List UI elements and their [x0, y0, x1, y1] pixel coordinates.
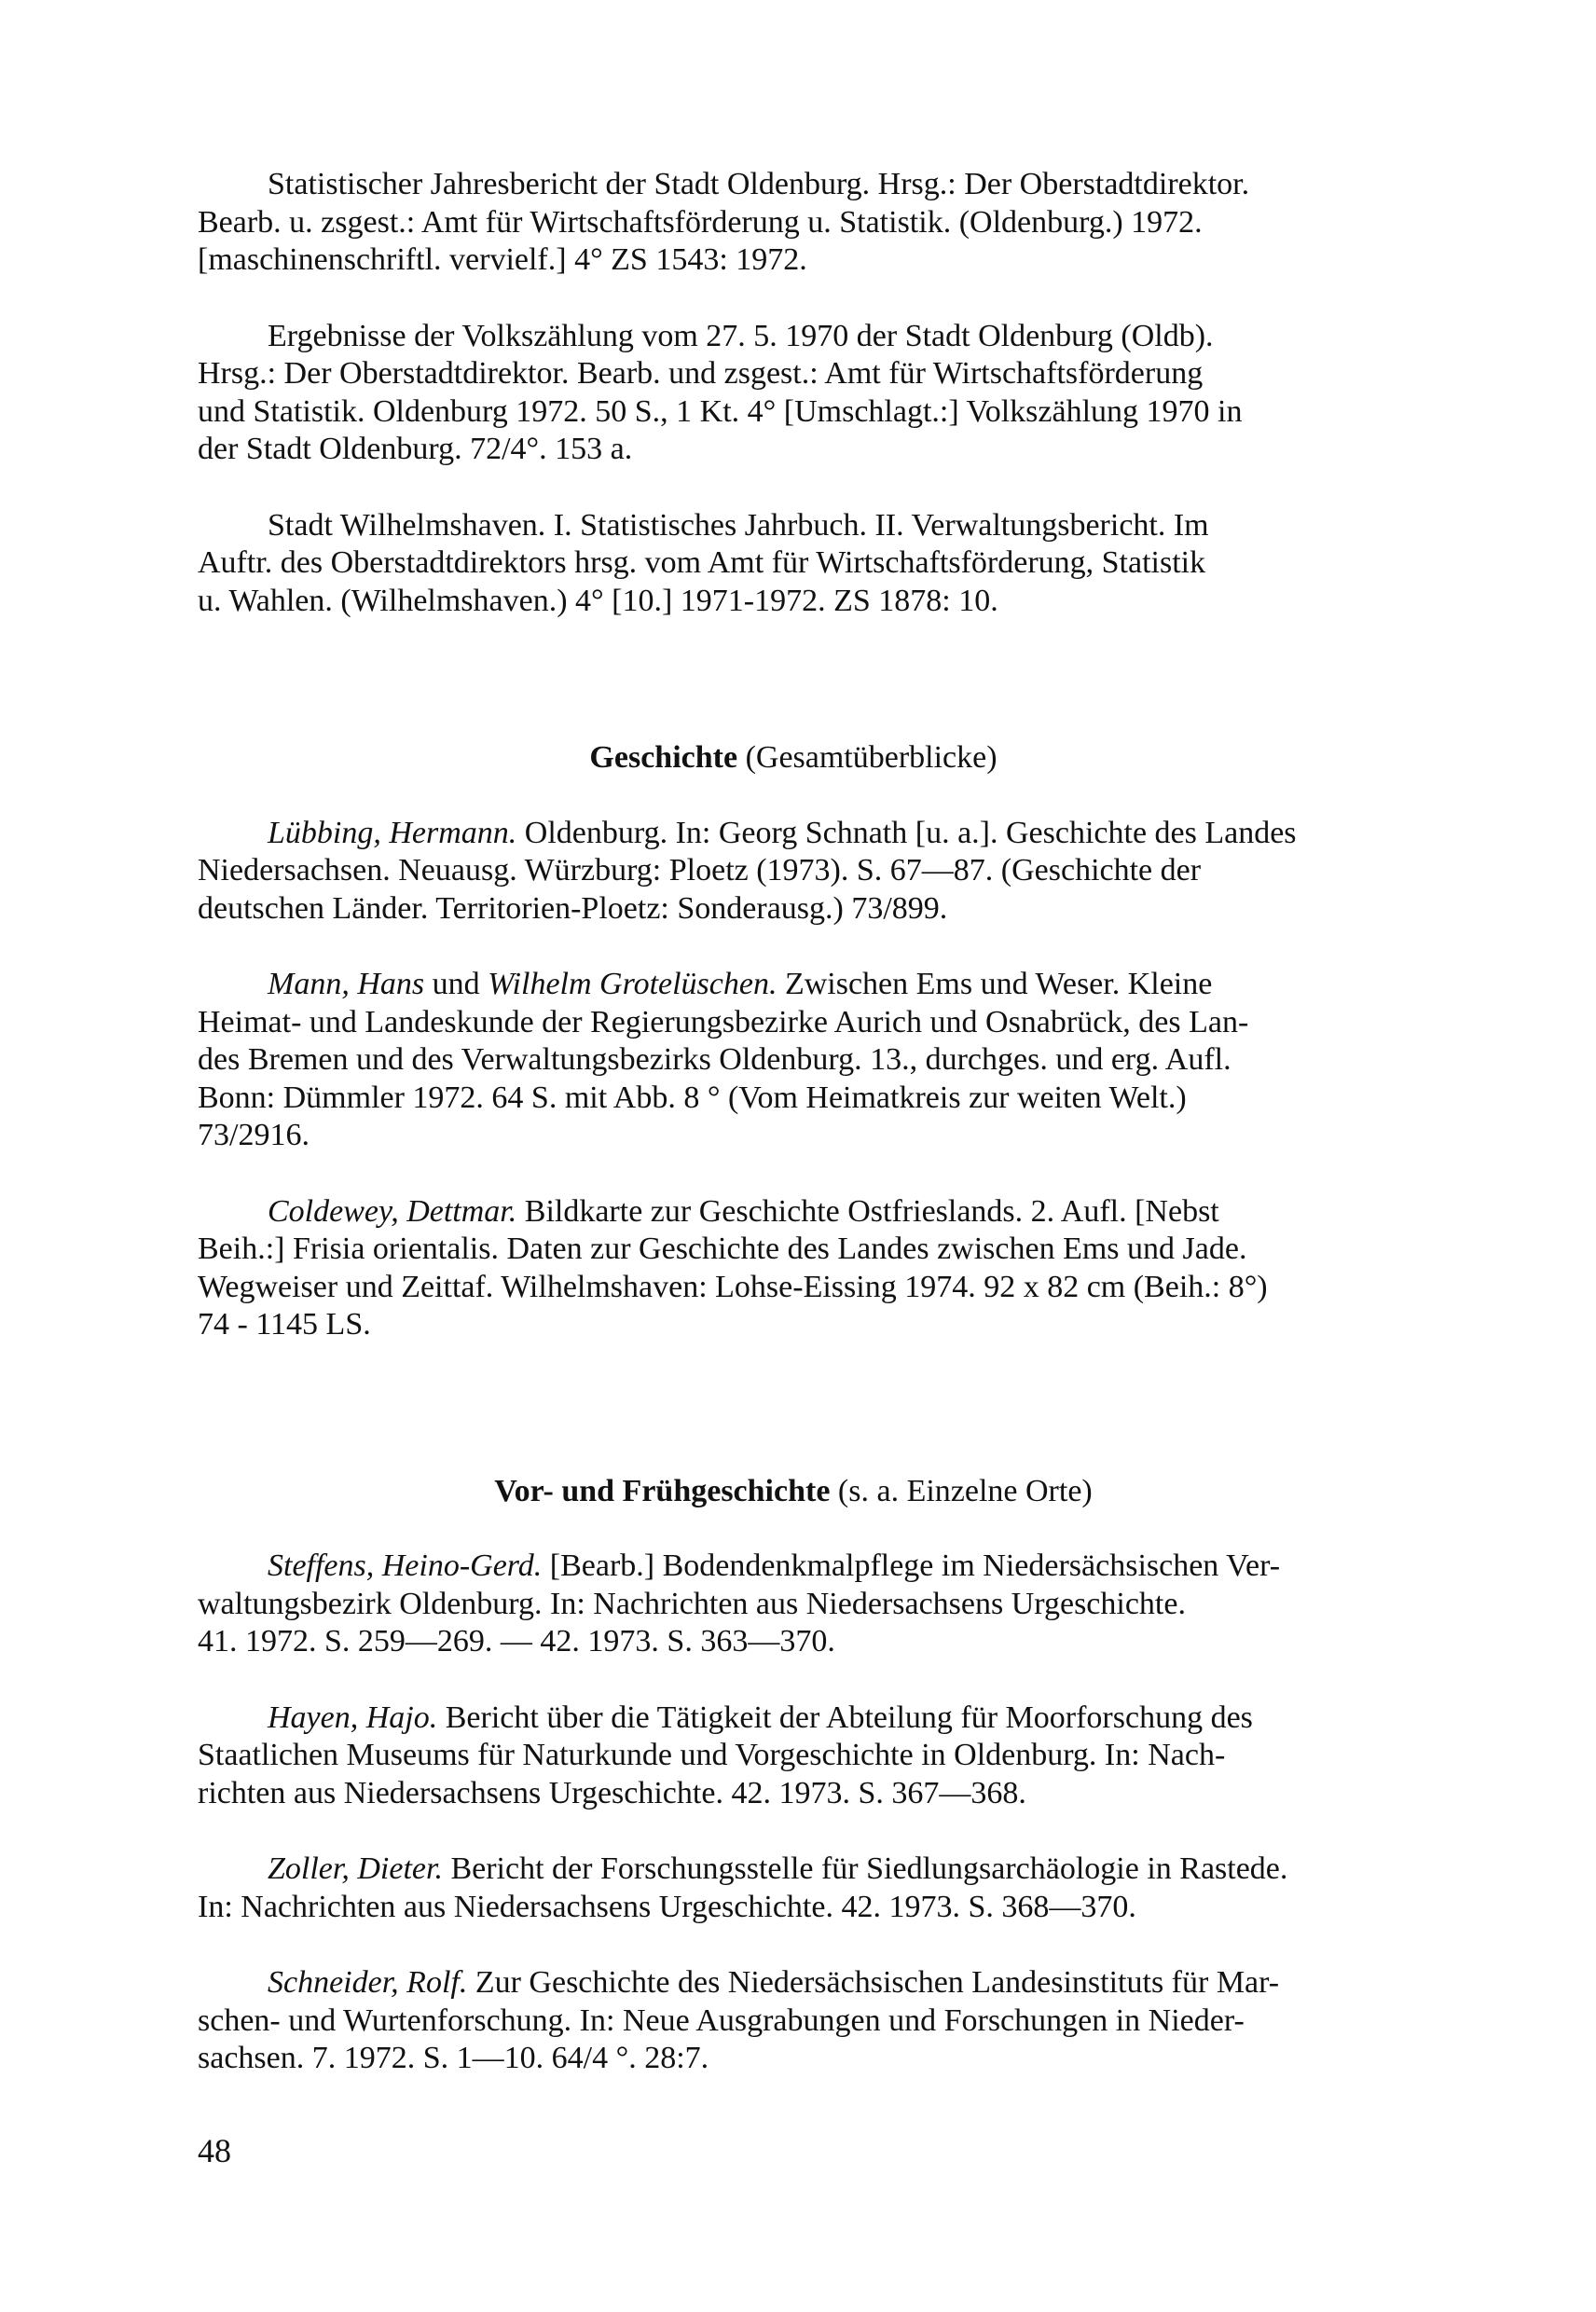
page-number: 48	[198, 2132, 231, 2169]
bibliography-entry	[198, 166, 1389, 280]
entry-line	[198, 1548, 1389, 1586]
entry-text: Zur Geschichte des Niedersächsischen Landesinstituts für Mar-	[467, 1965, 1280, 2000]
text-column	[198, 166, 1389, 2116]
bibliography-entry	[198, 966, 1389, 1155]
entry-line	[198, 1193, 1389, 1232]
entry-line	[198, 966, 1389, 1004]
entry-author-2: Wilhelm Grotelüschen.	[488, 967, 777, 1001]
entry-line: Statistischer Jahresbericht der Stadt Oldenburg. Hrsg.: Der Oberstadtdirektor.	[268, 167, 1250, 201]
entry-line: Wegweiser und Zeittaf. Wilhelmshaven: Lohse-Eissing 1974. 92 x 82 cm (Beih.: 8°)	[198, 1269, 1268, 1304]
entry-line: u. Wahlen. (Wilhelmshaven.) 4° [10.] 1971-1972. ZS 1878: 10.	[198, 583, 998, 618]
bibliography-entry	[198, 815, 1389, 929]
bibliography-entry	[198, 1700, 1389, 1813]
entry-line: Niedersachsen. Neuausg. Würzburg: Ploetz (1973). S. 67—87. (Geschichte der	[198, 853, 1202, 888]
entry-line: schen- und Wurtenforschung. In: Neue Ausgrabungen und Forschungen in Nieder-	[198, 2002, 1245, 2038]
bibliography-entry	[198, 1548, 1389, 1661]
entry-line: In: Nachrichten aus Niedersachsens Urgeschichte. 42. 1973. S. 368—370.	[198, 1889, 1136, 1924]
entry-connector: und	[424, 967, 488, 1001]
entry-author: Lübbing, Hermann.	[268, 815, 517, 850]
bibliography-entry	[198, 1851, 1389, 1926]
section-title-bold: Geschichte	[589, 740, 738, 775]
entry-line	[198, 1700, 1389, 1738]
entry-line	[198, 815, 1389, 853]
entry-line: 73/2916.	[198, 1118, 310, 1152]
entry-line: 74 - 1145 LS.	[198, 1307, 371, 1342]
entry-line: [maschinenschriftl. vervielf.] 4° ZS 1543: 1972.	[198, 242, 807, 277]
section-heading-geschichte	[198, 739, 1389, 778]
bibliography-entry	[198, 1193, 1389, 1344]
bibliography-entry	[198, 318, 1389, 469]
entry-text: Zwischen Ems und Weser. Kleine	[777, 967, 1213, 1001]
entry-line: des Bremen und des Verwaltungsbezirks Oldenburg. 13., durchges. und erg. Aufl.	[198, 1042, 1231, 1077]
entry-line: Bonn: Dümmler 1972. 64 S. mit Abb. 8 ° (Vom Heimatkreis zur weiten Welt.)	[198, 1080, 1187, 1115]
entry-line: richten aus Niedersachsens Urgeschichte. 42. 1973. S. 367—368.	[198, 1775, 1026, 1810]
entry-line: Ergebnisse der Volkszählung vom 27. 5. 1970 der Stadt Oldenburg (Oldb).	[268, 318, 1214, 353]
entry-line: sachsen. 7. 1972. S. 1—10. 64/4 °. 28:7.	[198, 2041, 709, 2075]
section-title-bold: Vor- und Frühgeschichte	[494, 1473, 831, 1508]
entry-author: Schneider, Rolf.	[268, 1965, 468, 2000]
section-heading-vorgeschichte	[198, 1473, 1389, 1511]
entry-line: Hrsg.: Der Oberstadtdirektor. Bearb. und zsgest.: Amt für Wirtschaftsförderung	[198, 356, 1204, 391]
bibliography-entry	[198, 1964, 1389, 2078]
entry-line: Beih.:] Frisia orientalis. Daten zur Geschichte des Landes zwischen Ems und Jade.	[198, 1232, 1247, 1266]
entry-line: deutschen Länder. Territorien-Ploetz: Sonderausg.) 73/899.	[198, 890, 948, 926]
entry-line: Staatlichen Museums für Naturkunde und Vorgeschichte in Oldenburg. In: Nach-	[198, 1738, 1226, 1772]
entry-text: Bericht der Forschungsstelle für Siedlungsarchäologie in Rastede.	[442, 1851, 1288, 1886]
entry-author: Zoller, Dieter.	[268, 1851, 443, 1886]
entry-author: Hayen, Hajo.	[268, 1700, 438, 1735]
entry-line: Auftr. des Oberstadtdirektors hrsg. vom Amt für Wirtschaftsförderung, Statistik	[198, 545, 1206, 580]
entry-author: Mann, Hans	[268, 967, 425, 1001]
entry-line: 41. 1972. S. 259—269. — 42. 1973. S. 363—370.	[198, 1624, 835, 1658]
section-title-note: (Gesamtüberblicke)	[737, 740, 998, 775]
entry-line	[198, 1851, 1389, 1889]
entry-text: [Bearb.] Bodendenkmalpflege im Niedersächsischen Ver-	[542, 1548, 1281, 1583]
entry-line: Stadt Wilhelmshaven. I. Statistisches Jahrbuch. II. Verwaltungsbericht. Im	[268, 507, 1209, 543]
entry-line	[198, 1964, 1389, 2002]
entry-author: Steffens, Heino-Gerd.	[268, 1548, 543, 1583]
bibliography-entry	[198, 507, 1389, 621]
section-title-note: (s. a. Einzelne Orte)	[830, 1473, 1093, 1508]
entry-text: Bildkarte zur Geschichte Ostfrieslands. 2. Aufl. [Nebst	[516, 1193, 1219, 1229]
entry-line: waltungsbezirk Oldenburg. In: Nachrichten aus Niedersachsens Urgeschichte.	[198, 1586, 1186, 1621]
entry-line: Heimat- und Landeskunde der Regierungsbezirke Aurich und Osnabrück, des Lan-	[198, 1004, 1249, 1039]
entry-text: Oldenburg. In: Georg Schnath [u. a.]. Geschichte des Landes	[516, 815, 1297, 850]
entry-line: und Statistik. Oldenburg 1972. 50 S., 1 Kt. 4° [Umschlagt.:] Volkszählung 1970 in	[198, 393, 1243, 429]
entry-line: Bearb. u. zsgest.: Amt für Wirtschaftsförderung u. Statistik. (Oldenburg.) 1972.	[198, 204, 1203, 240]
entry-line: der Stadt Oldenburg. 72/4°. 153 a.	[198, 432, 633, 466]
entry-author: Coldewey, Dettmar.	[268, 1193, 517, 1229]
entry-text: Bericht über die Tätigkeit der Abteilung für Moorforschung des	[437, 1700, 1253, 1735]
